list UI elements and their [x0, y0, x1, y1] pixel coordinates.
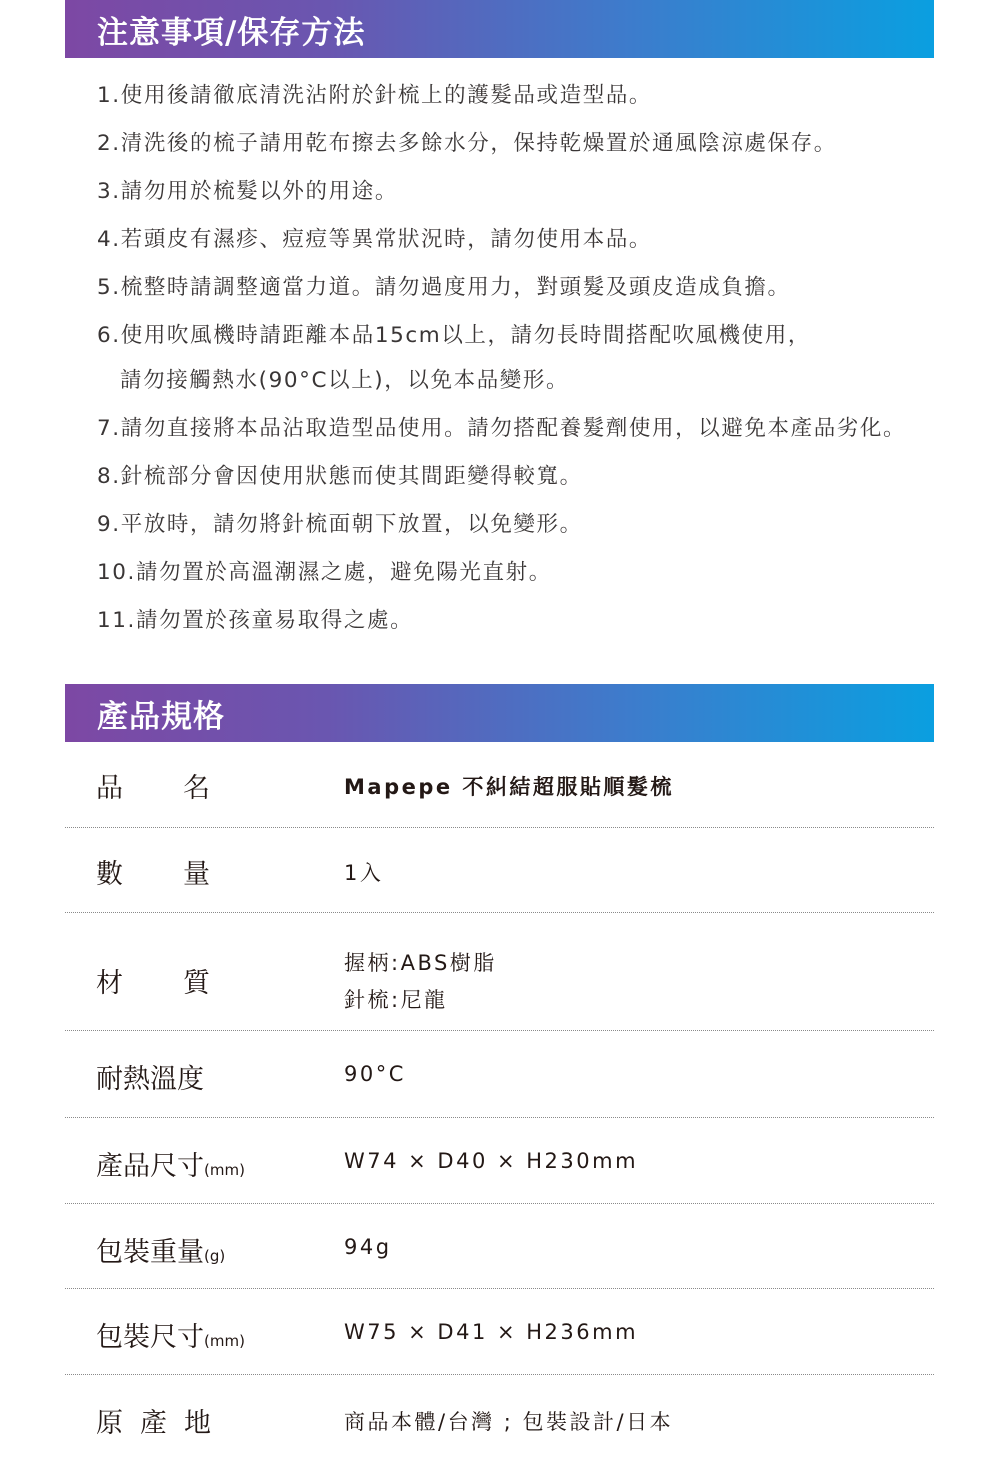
spec-row-package-size	[65, 1289, 934, 1375]
note-item: 6.使用吹風機時請距離本品15cm以上，請勿長時間搭配吹風機使用，	[97, 323, 811, 348]
spec-row-material	[65, 913, 934, 1031]
notes-section-title: 注意事項/保存方法	[97, 14, 366, 51]
spec-label: 數量	[96, 859, 270, 890]
note-item: 10.請勿置於高溫潮濕之處，避免陽光直射。	[97, 560, 552, 585]
spec-row-package-weight	[65, 1204, 934, 1289]
spec-label-text: 包裝尺寸	[96, 1322, 204, 1353]
spec-value-multi	[344, 945, 497, 1019]
note-item: 4.若頭皮有濕疹、痘痘等異常狀況時，請勿使用本品。	[97, 227, 653, 252]
note-item: 8.針梳部分會因使用狀態而使其間距變得較寬。	[97, 464, 583, 489]
notes-section-header	[65, 0, 934, 58]
spec-value: 90°C	[344, 1062, 406, 1086]
spec-table	[65, 742, 934, 1461]
spec-label-unit: (mm)	[204, 1332, 245, 1350]
spec-label	[96, 1144, 245, 1183]
spec-label	[96, 1230, 225, 1269]
note-item-continuation: 請勿接觸熱水(90°C以上)，以免本品變形。	[120, 368, 570, 393]
spec-row-quantity	[65, 828, 934, 913]
spec-row-origin	[65, 1375, 934, 1461]
note-item: 5.梳整時請調整適當力道。請勿過度用力，對頭髮及頭皮造成負擔。	[97, 275, 791, 300]
spec-row-name	[65, 742, 934, 828]
note-item: 3.請勿用於梳髮以外的用途。	[97, 179, 398, 204]
spec-value: Mapepe 不糾結超服貼順髮梳	[344, 775, 674, 799]
spec-value-line: 握柄:ABS樹脂	[344, 951, 497, 975]
spec-row-heat	[65, 1031, 934, 1118]
note-item: 11.請勿置於孩童易取得之處。	[97, 608, 414, 633]
note-item: 2.清洗後的梳子請用乾布擦去多餘水分，保持乾燥置於通風陰涼處保存。	[97, 131, 837, 156]
spec-value: 商品本體/台灣 ; 包裝設計/日本	[344, 1410, 674, 1434]
spec-row-product-size	[65, 1118, 934, 1204]
note-item: 9.平放時，請勿將針梳面朝下放置，以免變形。	[97, 512, 583, 537]
spec-label: 品名	[96, 773, 270, 804]
spec-value-line: 針梳:尼龍	[344, 988, 448, 1012]
spec-label-unit: (g)	[204, 1247, 226, 1265]
spec-label-text: 包裝重量	[96, 1237, 204, 1268]
note-item: 1.使用後請徹底清洗沾附於針梳上的護髮品或造型品。	[97, 83, 653, 108]
spec-value: 1入	[344, 861, 384, 885]
spec-label-unit: (mm)	[204, 1161, 245, 1179]
spec-value: 94g	[344, 1235, 392, 1259]
note-item: 7.請勿直接將本品沾取造型品使用。請勿搭配養髮劑使用，以避免本產品劣化。	[97, 416, 907, 441]
spec-label	[96, 1315, 245, 1354]
notes-list	[97, 84, 977, 633]
spec-value: W74 × D40 × H230mm	[344, 1149, 639, 1173]
spec-section-title: 產品規格	[97, 698, 225, 735]
spec-section-header	[65, 684, 934, 742]
spec-value: W75 × D41 × H236mm	[344, 1320, 639, 1344]
spec-label: 原產地	[96, 1408, 228, 1439]
spec-label: 材質	[96, 968, 270, 999]
spec-label-text: 產品尺寸	[96, 1151, 204, 1182]
spec-label: 耐熱溫度	[96, 1064, 204, 1095]
